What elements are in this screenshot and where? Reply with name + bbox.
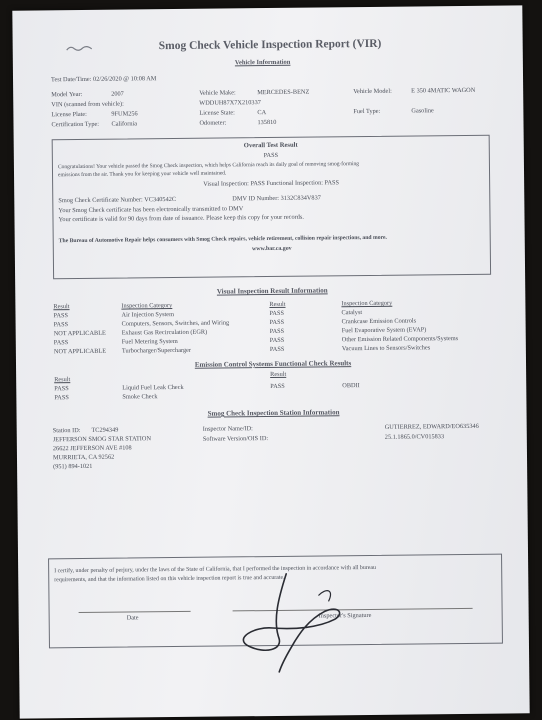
plate: 9FUM256 [111,110,138,118]
visual-right-result-1: PASS [269,309,285,318]
visual-left-result-1: PASS [53,312,69,320]
vir-document-page [12,5,529,718]
visual-right-result-2: PASS [269,318,285,327]
visual-right-category-4: Other Emission Related Components/Systems [341,335,459,344]
station-address-1: 26622 JEFFERSON AVE #108 [52,444,132,453]
date-label: Date [126,614,139,622]
bar-logo-icon [65,43,95,53]
functional-right-category-1: OBDII [342,382,360,390]
software-label: Software Version/OIS ID: [202,435,269,443]
functional-left-category-1: Liquid Fuel Leak Check [122,383,184,392]
vehicle-info-heading: Vehicle Information [234,58,291,67]
inspector-name: GUTIERREZ, EDWARD/EO635346 [384,422,479,431]
fuel-label: Fuel Type: [353,107,381,116]
visual-left-category-1: Air Injection System [121,311,175,319]
functional-right-result-1: PASS [270,382,285,391]
state-label: License State: [199,109,235,117]
make: MERCEDES-BENZ [257,88,310,97]
visual-col-category-right: Inspection Category [341,299,393,308]
visual-right-category-2: Crankcase Emission Controls [341,317,417,326]
visual-left-result-2: PASS [53,321,69,329]
visual-right-category-1: Catalyst [341,309,363,317]
overall-heading: Overall Test Result [243,141,298,150]
model: E 350 4MATIC WAGON [411,86,476,95]
station-id: Station ID: TC294349 [52,426,119,435]
functional-left-result-2: PASS [54,394,69,402]
functional-left-result-1: PASS [54,385,69,393]
signature-label: Inspector's Signature [318,611,372,620]
plate-label: License Plate: [51,110,87,119]
visual-left-result-3: NOT APPLICABLE [53,329,106,338]
congrats-line-2: emissions from the air. Thank you for keeping your vehicle well maintained. [58,170,227,179]
overall-result: PASS [263,151,279,160]
station-name: JEFFERSON SMOG STAR STATION [52,435,152,444]
visual-left-category-2: Computers, Sensors, Switches, and Wiring [121,319,230,328]
visual-right-category-5: Vacuum Lines to Sensors/Switches [341,344,431,353]
report-title: Smog Check Vehicle Inspection Report (VIR) [158,37,382,53]
functional-col-result-right: Result [270,370,287,379]
visual-functional-result: Visual Inspection: PASS Functional Inspection: PASS [203,179,340,188]
vin: WDDUH87X7X210337 [199,99,261,107]
bar-website: www.bar.ca.gov [252,245,292,253]
visual-col-result-right: Result [269,300,286,309]
congrats-line-1: Congratulations! Your vehicle passed the Smog Check inspection, which helps California reach its daily goal of removing smog-forming [57,161,360,171]
visual-left-category-3: Exhaust Gas Recirculation (EGR) [121,328,208,337]
validity-note: Your certificate is valid for 90 days from date of issuance. Please keep this copy for your records. [58,213,304,224]
visual-left-result-4: PASS [53,339,69,347]
state: CA [257,109,267,117]
dmv-id: DMV ID Number: 3132C834V837 [232,194,321,203]
visual-right-result-4: PASS [269,336,285,345]
station-address-2: MURRIETA, CA 92562 [52,453,115,462]
odometer: 135810 [257,118,277,127]
station-phone: (951) 894-1021 [53,462,93,471]
inspector-label: Inspector Name/ID: [202,425,253,433]
cert-type-label: Certification Type: [51,120,100,129]
functional-heading: Emission Control Systems Functional Check Results [194,359,352,369]
model-year-label: Model Year: [51,90,83,99]
certify-line-2: requirements, and that the information listed on this vehicle inspection report is true and accurate. [54,574,285,584]
functional-left-category-2: Smoke Check [122,393,158,401]
bar-info-line: The Bureau of Automotive Repair helps consumers with Smog Check repairs, vehicle retirement, collision repair inspections, and more. [58,234,387,245]
visual-right-result-5: PASS [269,345,285,354]
inspector-signature-drawing [168,567,369,679]
visual-col-result-left: Result [53,303,70,311]
functional-col-result-left: Result [54,376,71,384]
station-heading: Smog Check Inspection Station Information [207,408,340,418]
visual-left-category-4: Fuel Metering System [121,337,178,346]
certificate-number: Smog Check Certificate Number: VC340542C [58,195,177,205]
fuel: Gasoline [411,107,434,115]
visual-left-result-5: NOT APPLICABLE [53,347,107,356]
cert-type: California [111,120,138,128]
visual-heading: Visual Inspection Result Information [216,286,328,296]
model-year: 2007 [111,90,124,98]
certify-line-1: I certify, under penalty of perjury, under the laws of the State of California, that I performed the inspection in accordance with all bureau [54,564,376,575]
model-label: Vehicle Model: [353,87,392,96]
test-date: Test Date/Time: 02/26/2020 @ 10:08 AM [50,75,157,84]
transmitted-note: Your Smog Check certificate has been electronically transmitted to DMV [58,205,244,215]
visual-right-category-3: Fuel Evaporative System (EVAP) [341,326,427,335]
software-version: 25.1.1865.0/CV015833 [384,433,445,441]
visual-left-category-5: Turbocharger/Supercharger [121,346,192,355]
odometer-label: Odometer: [199,119,227,127]
vin-label: VIN (scanned from vehicle): [51,100,124,109]
make-label: Vehicle Make: [199,89,236,97]
visual-col-category-left: Inspection Category [121,302,173,310]
visual-right-result-3: PASS [269,327,285,336]
